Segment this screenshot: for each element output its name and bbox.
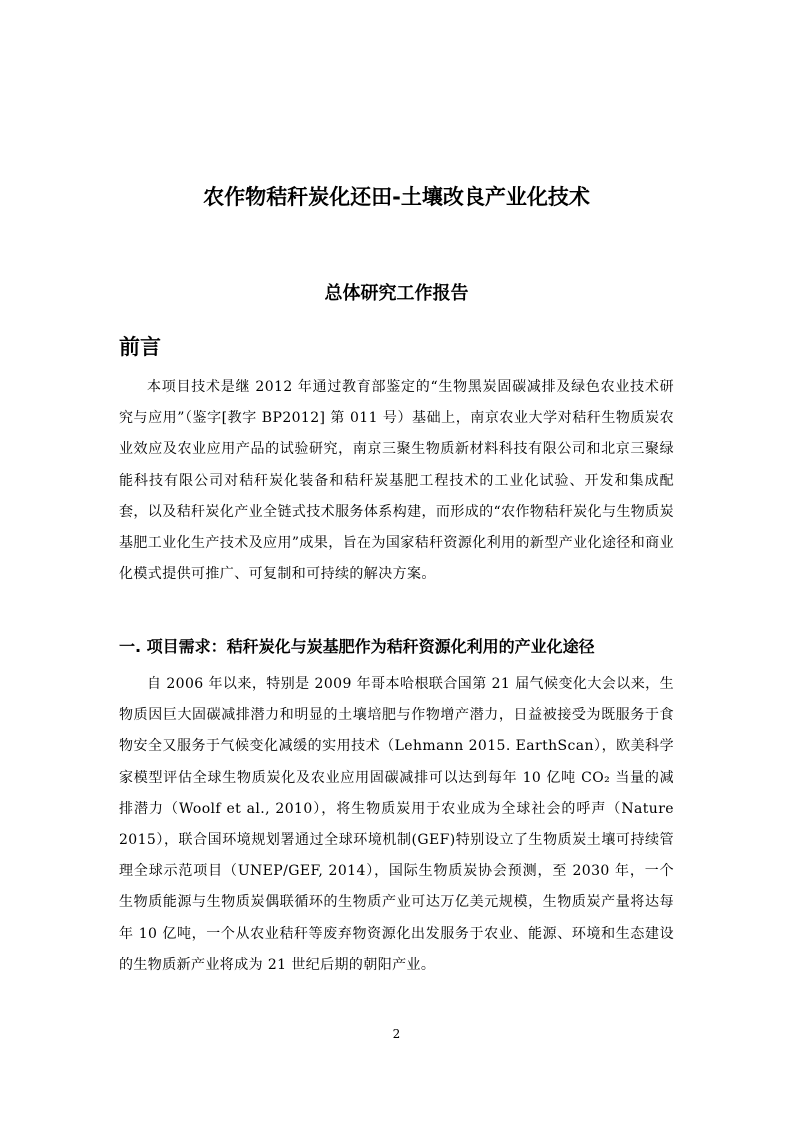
preface-paragraph: 本项目技术是继 2012 年通过教育部鉴定的“生物黑炭固碳减排及绿色农业技术研究与应用”（鉴字[教字 BP2012] 第 011 号）基础上，南京农业大学对秸秆生物质炭农业效应及农业应用产品的试验研究，南京三聚生物质新材料科技有限公司和北京三聚绿能科技有限公司对秸秆炭化装备和秸秆炭基肥工程技术的工业化试验、开发和集成配套，以及秸秆炭化产业全链式技术服务体系构建，而形成的“农作物秸秆炭化与生物质炭基肥工业化生产技术及应用”成果，旨在为国家秸秆资源化利用的新型产业化途径和商业化模式提供可推广、可复制和可持续的解决方案。 bbox=[119, 379, 674, 583]
document-subtitle: 总体研究工作报告 bbox=[324, 283, 469, 304]
preface-heading: 前言 bbox=[119, 335, 161, 359]
section-1-paragraph: 自 2006 年以来，特别是 2009 年哥本哈根联合国第 21 届气候变化大会以来，生物质因巨大固碳减排潜力和明显的土壤培肥与作物增产潜力，日益被接受为既服务于食物安全又服务于气候变化减缓的实用技术（Lehmann 2015. EarthScan），欧美科学家模型评估全球生物质炭化及农业应用固碳减排可以达到每年 10 亿吨 CO₂ 当量的减排潜力（Woolf et al., 2010），将生物质炭用于农业成为全球社会的呼声（Nature 2015），联合国环境规划署通过全球环境机制(GEF)特别设立了生物质炭土壤可持续管理全球示范项目（UNEP/GEF, 2014），国际生物质炭协会预测，至 2030 年，一个生物质能源与生物质炭偶联循环的生物质产业可达万亿美元规模，生物质炭产量将达每年 10 亿吨，一个从农业秸秆等废弃物资源化出发服务于农业、能源、环境和生态建设的生物质新产业将成为 21 世纪后期的朝阳产业。 bbox=[119, 676, 674, 973]
section-1-heading: 一. 项目需求：秸秆炭化与炭基肥作为秸秆资源化利用的产业化途径 bbox=[119, 637, 595, 656]
document-title: 农作物秸秆炭化还田-土壤改良产业化技术 bbox=[203, 185, 590, 209]
page-number: 2 bbox=[392, 1027, 401, 1041]
